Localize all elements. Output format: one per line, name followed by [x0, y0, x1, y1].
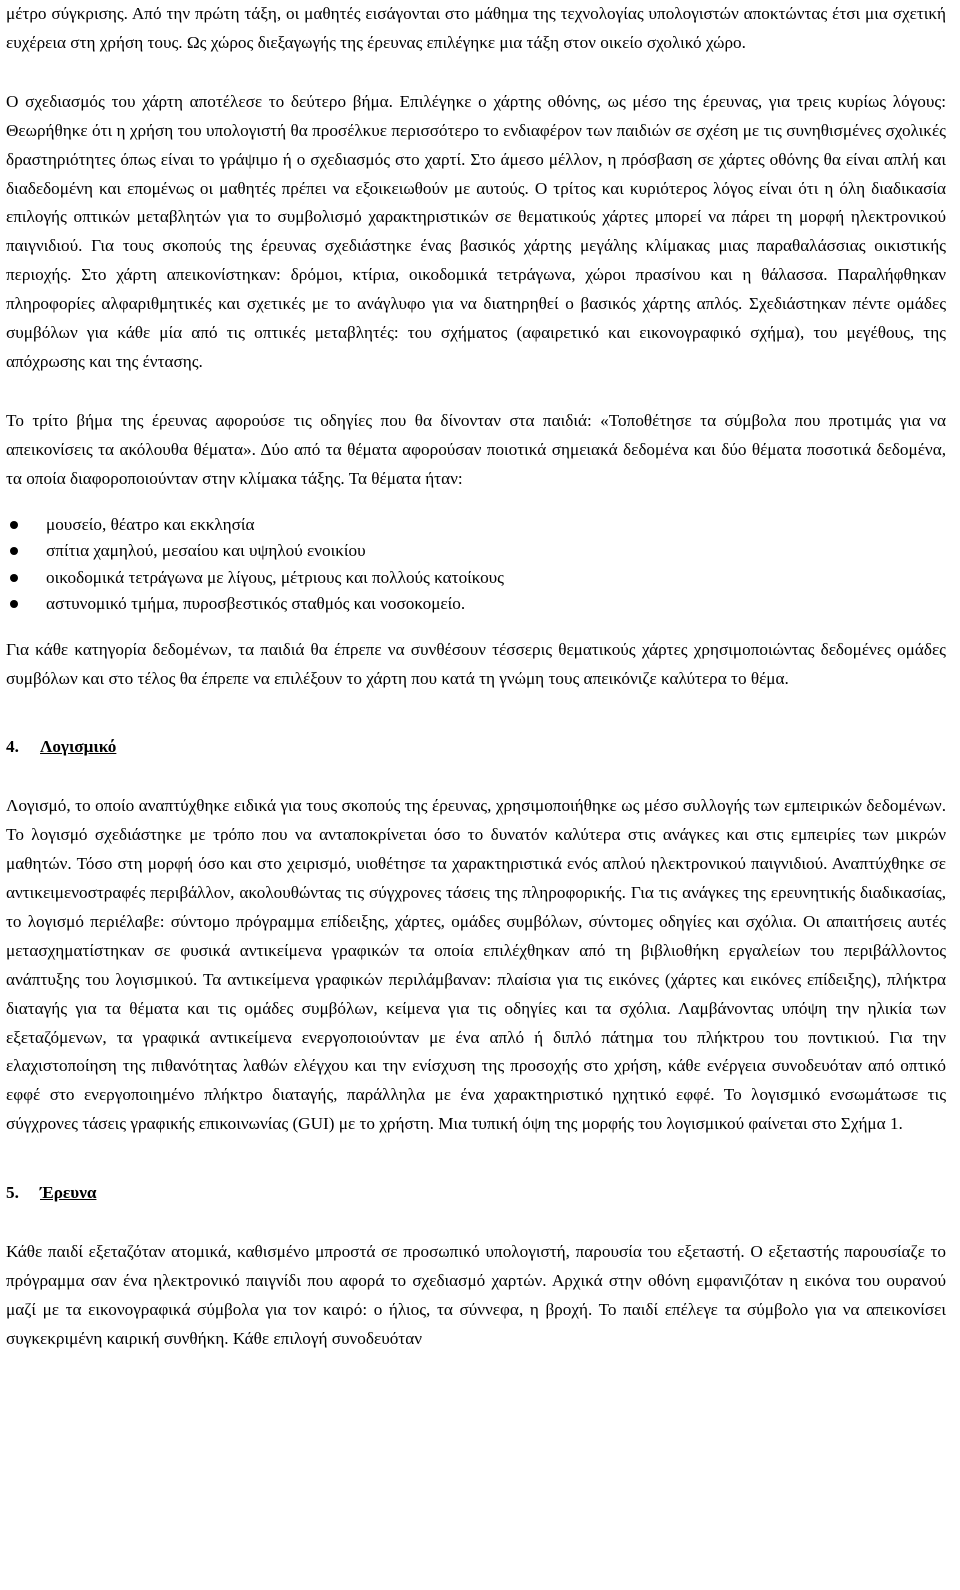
section-4-heading	[6, 733, 946, 762]
document-page	[6, 0, 946, 1354]
list-item-text: αστυνομικό τμήμα, πυροσβεστικός σταθμός και νοσοκομείο.	[46, 594, 466, 614]
bullet-icon	[10, 521, 18, 529]
paragraph-third-step: Το τρίτο βήμα της έρευνας αφορούσε τις οδηγίες που θα δίνονταν στα παιδιά: «Τοποθέτησε τα σύμβολα που προτιμάς για να απεικονίσεις τα ακόλουθα θέματα». Δύο από τα θέματα αφορούσαν ποιοτικά σημειακά δεδομένα και δύο θέματα ποσοτικά δεδομένα, τα οποία διαφοροποιούνταν στην κλίμακα τάξης. Τα θέματα ήταν:	[6, 410, 946, 488]
section-5-heading	[6, 1179, 946, 1208]
paragraph-research: Κάθε παιδί εξεταζόταν ατομικά, καθισμένο μπροστά σε προσωπικό υπολογιστή, παρουσία του εξεταστή. Ο εξεταστής παρουσίαζε το πρόγραμμα σαν ένα ηλεκτρονικό παιγνίδι που αφορά το σχεδιασμό χαρτών. Αρχικά στην οθόνη εμφανιζόταν η εικόνα του ουρανού μαζί με τα εικονογραφικά σύμβολα για τον καιρό: ο ήλιος, τα σύννεφα, η βροχή. Το παιδί επέλεγε τα σύμβολο για να απεικονίσει συγκεκριμένη καιρική συνθήκη. Κάθε επιλογή συνοδευόταν	[6, 1242, 946, 1348]
paragraph-intro: μέτρο σύγκρισης. Από την πρώτη τάξη, οι μαθητές εισάγονται στο μάθημα της τεχνολογίας υπολογιστών αποκτώντας έτσι μια σχετική ευχέρεια στη χρήση τους. Ως χώρος διεξαγωγής της έρευνας επιλέγηκε μια τάξη στον οικείο σχολικό χώρο.	[6, 4, 946, 52]
paragraph-map-design: Ο σχεδιασμός του χάρτη αποτέλεσε το δεύτερο βήμα. Επιλέγηκε ο χάρτης οθόνης, ως μέσο της έρευνας, για τρεις κυρίως λόγους: Θεωρήθηκε ότι η χρήση του υπολογιστή θα προσέλκυε περισσότερο το ενδιαφέρον των παιδιών σε σχέση με τις συνηθισμένες σχολικές δραστηριότητες όπως είναι το γράψιμο ή ο σχεδιασμός στο χαρτί. Στο άμεσο μέλλον, η πρόσβαση σε χάρτες οθόνης θα είναι απλή και διαδεδομένη και επομένως οι μαθητές πρέπει να εξοικειωθούν με αυτούς. Ο τρίτος και κυριότερος λόγος είναι ότι η όλη διαδικασία επιλογής οπτικών μεταβλητών για το συμβολισμό χαρακτηριστικών σε θεματικούς χάρτες μπορεί να πάρει τη μορφή ηλεκτρονικού παιγνιδιού. Για τους σκοπούς της έρευνας σχεδιάστηκε ένας βασικός χάρτης μεγάλης κλίμακας μιας παραθαλάσσιας οικιστικής περιοχής. Στο χάρτη απεικονίστηκαν: δρόμοι, κτίρια, οικοδομικά τετράγωνα, χώροι πρασίνου και η θάλασσα. Παραλήφθηκαν πληροφορίες αλφαριθμητικές και σχετικές με το ανάγλυφο για να διατηρηθεί ο βασικός χάρτης απλός. Σχεδιάστηκαν πέντε ομάδες συμβόλων για κάθε μία από τις οπτικές μεταβλητές: του σχήματος (αφαιρετικό και εικονογραφικό σχήμα), του μεγέθους, της απόχρωσης και της έντασης.	[6, 91, 946, 371]
list-item	[6, 565, 946, 592]
list-item	[6, 512, 946, 539]
bullet-icon	[10, 547, 18, 555]
bullet-icon	[10, 574, 18, 582]
list-item	[6, 538, 946, 565]
paragraph-categories: Για κάθε κατηγορία δεδομένων, τα παιδιά θα έπρεπε να συνθέσουν τέσσερις θεματικούς χάρτες χρησιμοποιώντας δεδομένες ομάδες συμβόλων και στο τέλος θα έπρεπε να επιλέξουν το χάρτη που κατά τη γνώμη τους απεικόνιζε καλύτερα το θέμα.	[6, 639, 946, 688]
section-5-title: Έρευνα	[40, 1183, 97, 1203]
list-item-text: μουσείο, θέατρο και εκκλησία	[46, 514, 255, 534]
themes-list	[6, 512, 946, 618]
bullet-icon	[10, 600, 18, 608]
list-item-text: σπίτια χαμηλού, μεσαίου και υψηλού ενοικίου	[46, 541, 366, 561]
list-item	[6, 591, 946, 618]
section-4-title: Λογισμικό	[40, 737, 117, 757]
section-4-number: 4.	[6, 737, 19, 757]
paragraph-software: Λογισμό, το οποίο αναπτύχθηκε ειδικά για τους σκοπούς της έρευνας, χρησιμοποιήθηκε ως μέσο συλλογής των εμπειρικών δεδομένων. Το λογισμό σχεδιάστηκε με τρόπο που να ανταποκρίνεται όσο το δυνατόν καλύτερα στις ανάγκες και στις εμπειρίες των μικρών μαθητών. Τόσο στη μορφή όσο και στο χειρισμό, υιοθέτησε τα χαρακτηριστικά ενός απλού ηλεκτρονικού παιγνιδιού. Αναπτύχθηκε σε αντικειμενοστραφές περιβάλλον, ακολουθώντας τις σύγχρονες τάσεις της πληροφορικής. Για τις ανάγκες της ερευνητικής διαδικασίας, το λογισμό περιέλαβε: σύντομο πρόγραμμα επίδειξης, χάρτες, ομάδες συμβόλων, σύντομες οδηγίες και σχόλια. Οι απαιτήσεις αυτές μετασχηματίστηκαν σε φυσικά αντικείμενα γραφικών τα οποία επιλέχθηκαν από τη βιβλιοθήκη εργαλείων του περιβάλλοντος ανάπτυξης του λογισμικού. Τα αντικείμενα γραφικών περιλάμβαναν: πλαίσια για τις εικόνες (χάρτες και εικόνες επίδειξης), πλήκτρα διαταγής για τα θέματα και τις ομάδες συμβόλων, κείμενα για τις οδηγίες και τα σχόλια. Λαμβάνοντας υπόψη την ηλικία των εξεταζόμενων, τα γραφικά αντικείμενα ενεργοποιούνταν με ένα απλό ή διπλό πάτημα του πλήκτρου του ποντικιού. Για την ελαχιστοποίηση της πιθανότητας λαθών ελέγχου και την ενίσχυση της προσοχής στο χρήση, κάθε ενέργεια συνοδευόταν από οπτικό εφφέ στο ενεργοποιημένο πλήκτρο διαταγής, παράλληλα με ένα χαρακτηριστικό ηχητικό εφφέ. Το λογισμικό ενσωμάτωσε τις σύγχρονες τάσεις γραφικής επικοινωνίας (GUI) με το χρήστη. Μια τυπική όψη της μορφής του λογισμικού φαίνεται στο Σχήμα 1.	[6, 796, 946, 1134]
section-5-number: 5.	[6, 1183, 19, 1203]
list-item-text: οικοδομικά τετράγωνα με λίγους, μέτριους και πολλούς κατοίκους	[46, 567, 504, 587]
